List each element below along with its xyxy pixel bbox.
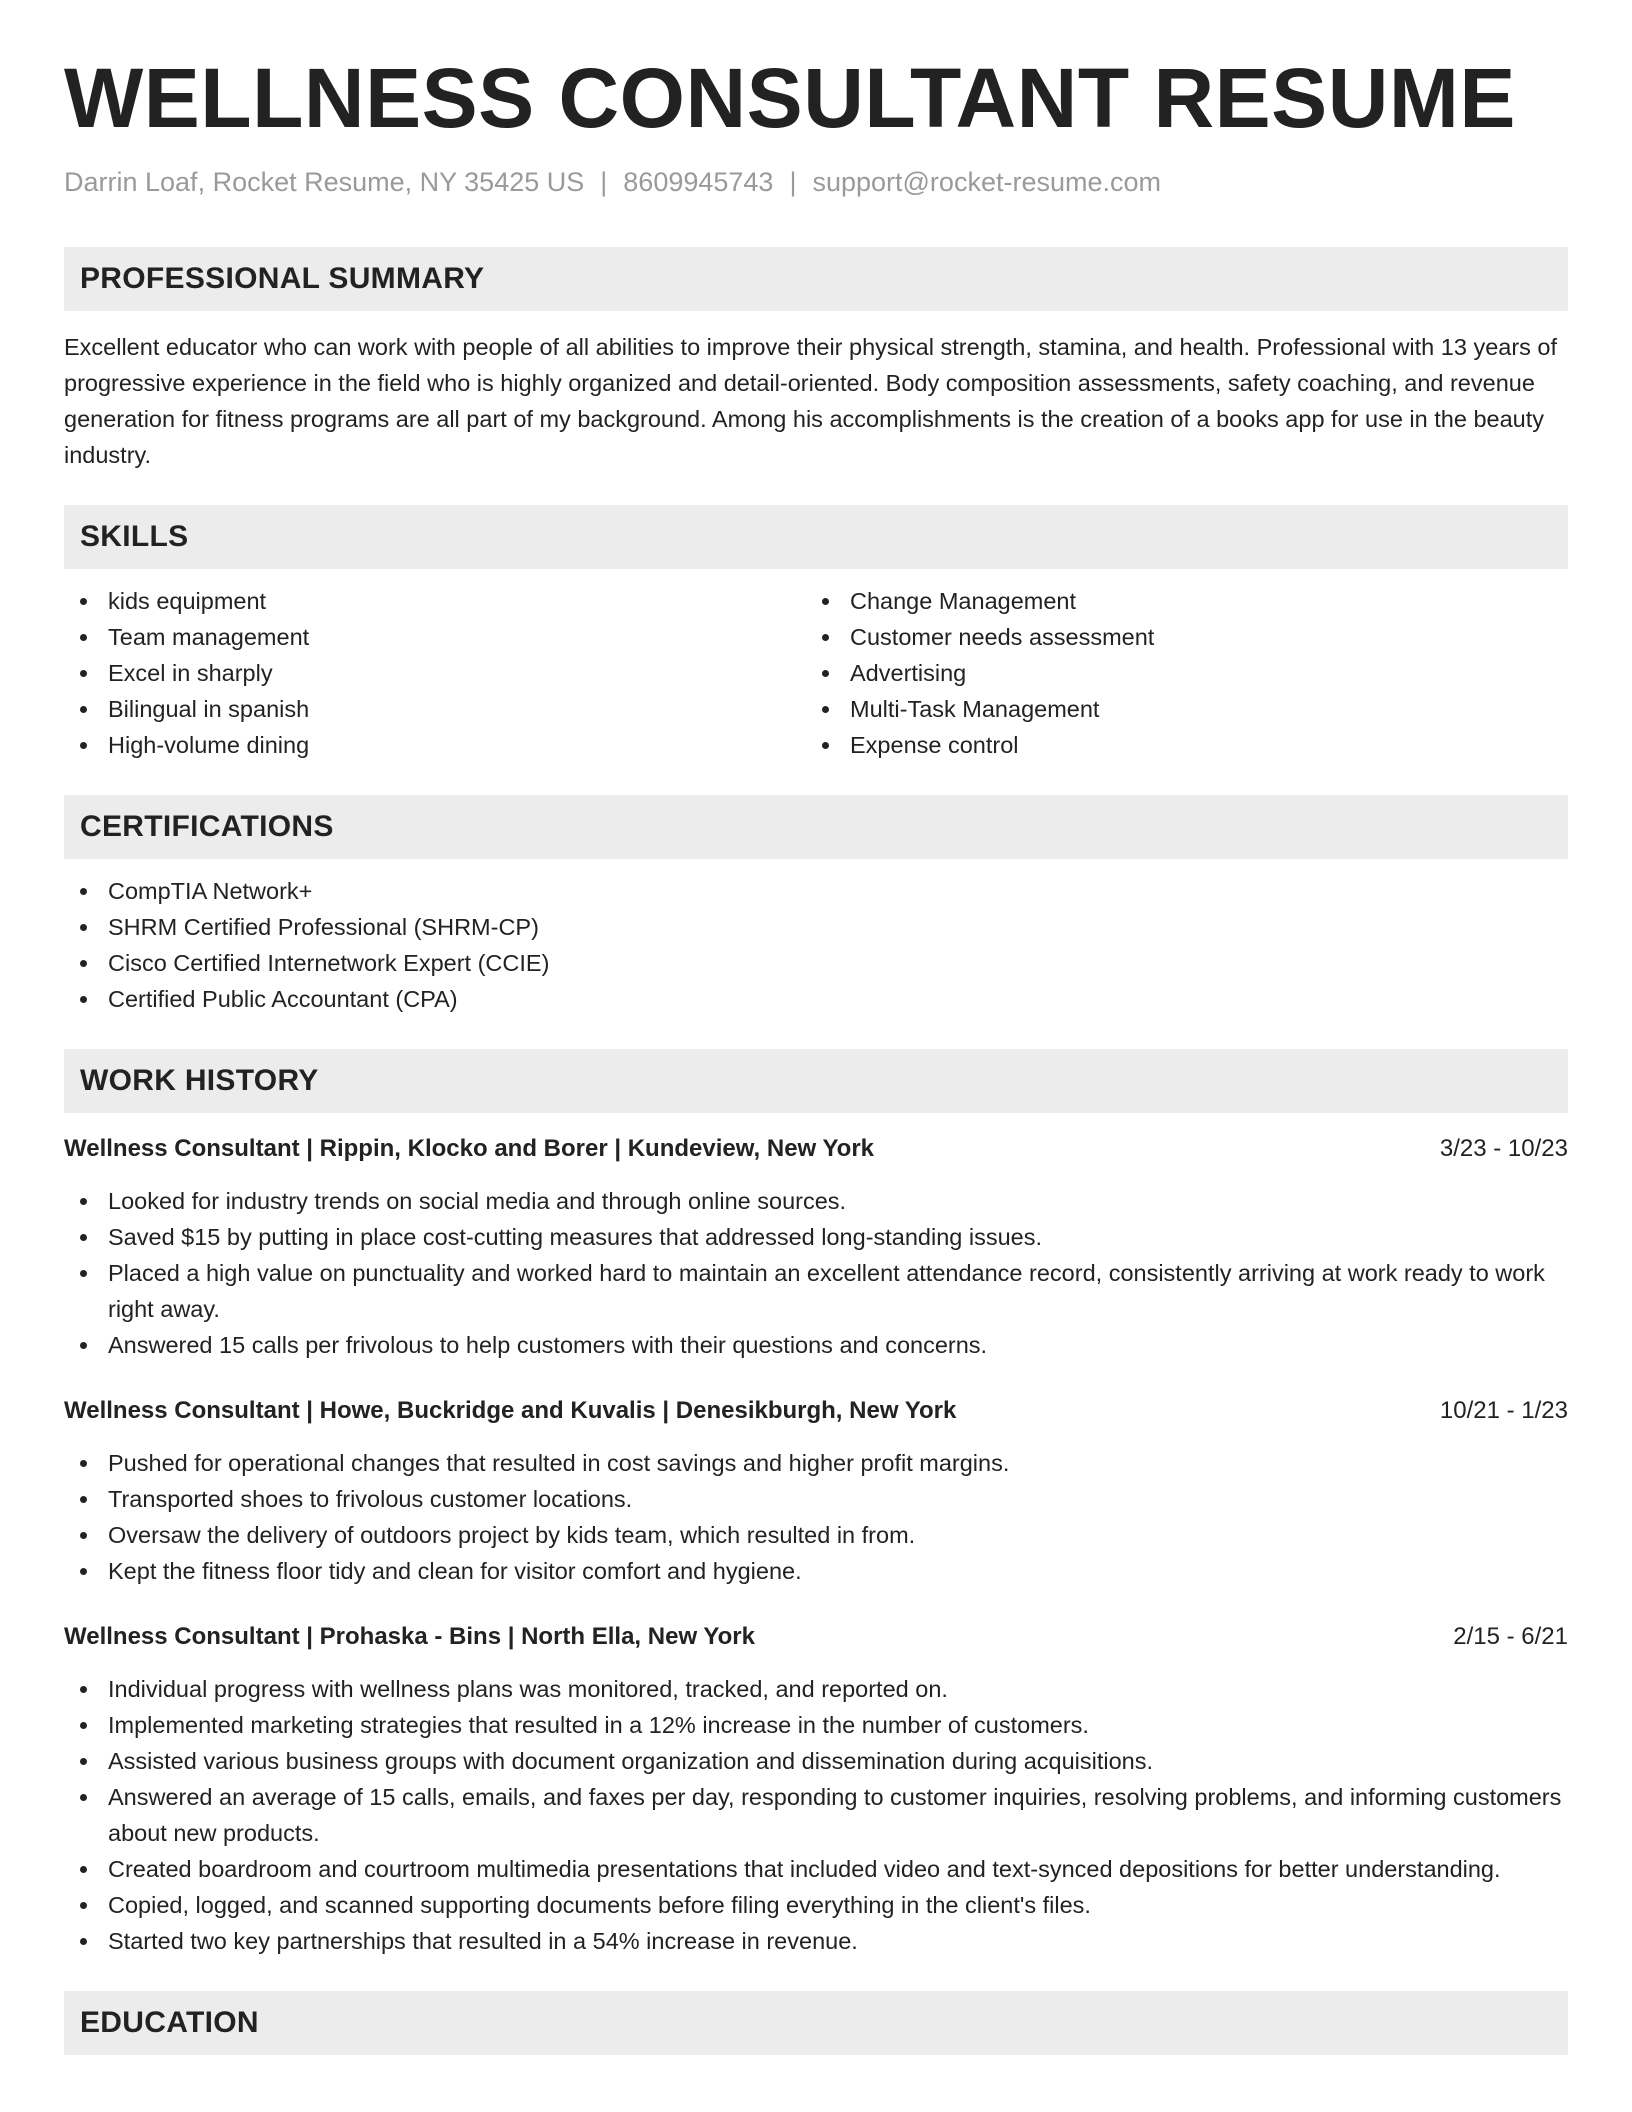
job-bullets xyxy=(64,1183,1568,1363)
job-bullet: Placed a high value on punctuality and worked hard to maintain an excellent attendance record, consistently arriving at work ready to work right away. xyxy=(64,1255,1568,1327)
skill-item: Bilingual in spanish xyxy=(64,691,806,727)
certification-item: Cisco Certified Internetwork Expert (CCIE) xyxy=(64,945,1568,981)
certification-item: Certified Public Accountant (CPA) xyxy=(64,981,1568,1017)
skill-item: kids equipment xyxy=(64,583,806,619)
job-bullets xyxy=(64,1445,1568,1589)
job-bullet: Copied, logged, and scanned supporting documents before filing everything in the client's files. xyxy=(64,1887,1568,1923)
job-bullet: Oversaw the delivery of outdoors project by kids team, which resulted in from. xyxy=(64,1517,1568,1553)
skill-item: Change Management xyxy=(806,583,1568,619)
contact-separator: | xyxy=(789,167,797,198)
contact-address: Darrin Loaf, Rocket Resume, NY 35425 US xyxy=(64,167,585,198)
certification-item: SHRM Certified Professional (SHRM-CP) xyxy=(64,909,1568,945)
work-history-section xyxy=(64,1049,1568,1959)
job-bullet: Created boardroom and courtroom multimedia presentations that included video and text-synced depositions for better understanding. xyxy=(64,1851,1568,1887)
skill-item: High-volume dining xyxy=(64,727,806,763)
job-bullet: Answered 15 calls per frivolous to help customers with their questions and concerns. xyxy=(64,1327,1568,1363)
skill-item: Customer needs assessment xyxy=(806,619,1568,655)
job-bullet: Assisted various business groups with document organization and dissemination during acquisitions. xyxy=(64,1743,1568,1779)
certification-item: CompTIA Network+ xyxy=(64,873,1568,909)
job-entry xyxy=(64,1619,1568,1959)
section-heading-work-history: WORK HISTORY xyxy=(64,1049,1568,1113)
job-bullet: Answered an average of 15 calls, emails, and faxes per day, responding to customer inquiries, resolving problems, and informing customers about new products. xyxy=(64,1779,1568,1851)
education-section xyxy=(64,1991,1568,2055)
section-heading-education: EDUCATION xyxy=(64,1991,1568,2055)
resume-title: WELLNESS CONSULTANT RESUME xyxy=(64,51,1516,145)
job-dates: 3/23 - 10/23 xyxy=(1439,1134,1568,1162)
skill-item: Multi-Task Management xyxy=(806,691,1568,727)
skills-section xyxy=(64,505,1568,763)
job-header xyxy=(64,1619,1568,1655)
skill-item: Team management xyxy=(64,619,806,655)
contact-phone: 8609945743 xyxy=(623,167,774,198)
job-bullet: Transported shoes to frivolous customer locations. xyxy=(64,1481,1568,1517)
contact-separator: | xyxy=(600,167,608,198)
job-bullet: Started two key partnerships that resulted in a 54% increase in revenue. xyxy=(64,1923,1568,1959)
skill-item: Excel in sharply xyxy=(64,655,806,691)
contact-line xyxy=(64,166,1568,198)
job-title: Wellness Consultant | Rippin, Klocko and Borer | Kundeview, New York xyxy=(64,1134,875,1162)
job-title: Wellness Consultant | Prohaska - Bins | North Ella, New York xyxy=(64,1622,755,1650)
section-heading-certifications: CERTIFICATIONS xyxy=(64,795,1568,859)
skill-item: Advertising xyxy=(806,655,1568,691)
job-title: Wellness Consultant | Howe, Buckridge and Kuvalis | Denesikburgh, New York xyxy=(64,1396,957,1424)
job-bullet: Looked for industry trends on social media and through online sources. xyxy=(64,1183,1568,1219)
job-bullet: Individual progress with wellness plans was monitored, tracked, and reported on. xyxy=(64,1671,1568,1707)
job-entry xyxy=(64,1131,1568,1363)
skills-list-left xyxy=(64,583,806,763)
certifications-list xyxy=(64,873,1568,1017)
section-heading-skills: SKILLS xyxy=(64,505,1568,569)
skill-item: Expense control xyxy=(806,727,1568,763)
job-bullet: Saved $15 by putting in place cost-cutting measures that addressed long-standing issues. xyxy=(64,1219,1568,1255)
job-header xyxy=(64,1393,1568,1429)
job-bullet: Kept the fitness floor tidy and clean for visitor comfort and hygiene. xyxy=(64,1553,1568,1589)
job-header xyxy=(64,1131,1568,1167)
skills-list-right xyxy=(806,583,1568,763)
job-dates: 10/21 - 1/23 xyxy=(1439,1396,1568,1424)
job-bullet: Pushed for operational changes that resulted in cost savings and higher profit margins. xyxy=(64,1445,1568,1481)
job-bullets xyxy=(64,1671,1568,1959)
job-bullet: Implemented marketing strategies that resulted in a 12% increase in the number of customers. xyxy=(64,1707,1568,1743)
job-dates: 2/15 - 6/21 xyxy=(1453,1622,1568,1650)
job-entry xyxy=(64,1393,1568,1589)
skills-grid xyxy=(64,569,1568,763)
contact-email: support@rocket-resume.com xyxy=(812,167,1161,198)
section-heading-summary: PROFESSIONAL SUMMARY xyxy=(64,247,1568,311)
summary-section xyxy=(64,247,1568,473)
certifications-section xyxy=(64,795,1568,1017)
summary-text: Excellent educator who can work with people of all abilities to improve their physical strength, stamina, and health. Professional with 13 years of progressive experience in the field who is highly organized and detail-oriented. Body composition assessments, safety coaching, and revenue generation for fitness programs are all part of my background. Among his accomplishments is the creation of a books app for use in the beauty industry. xyxy=(64,333,1558,468)
